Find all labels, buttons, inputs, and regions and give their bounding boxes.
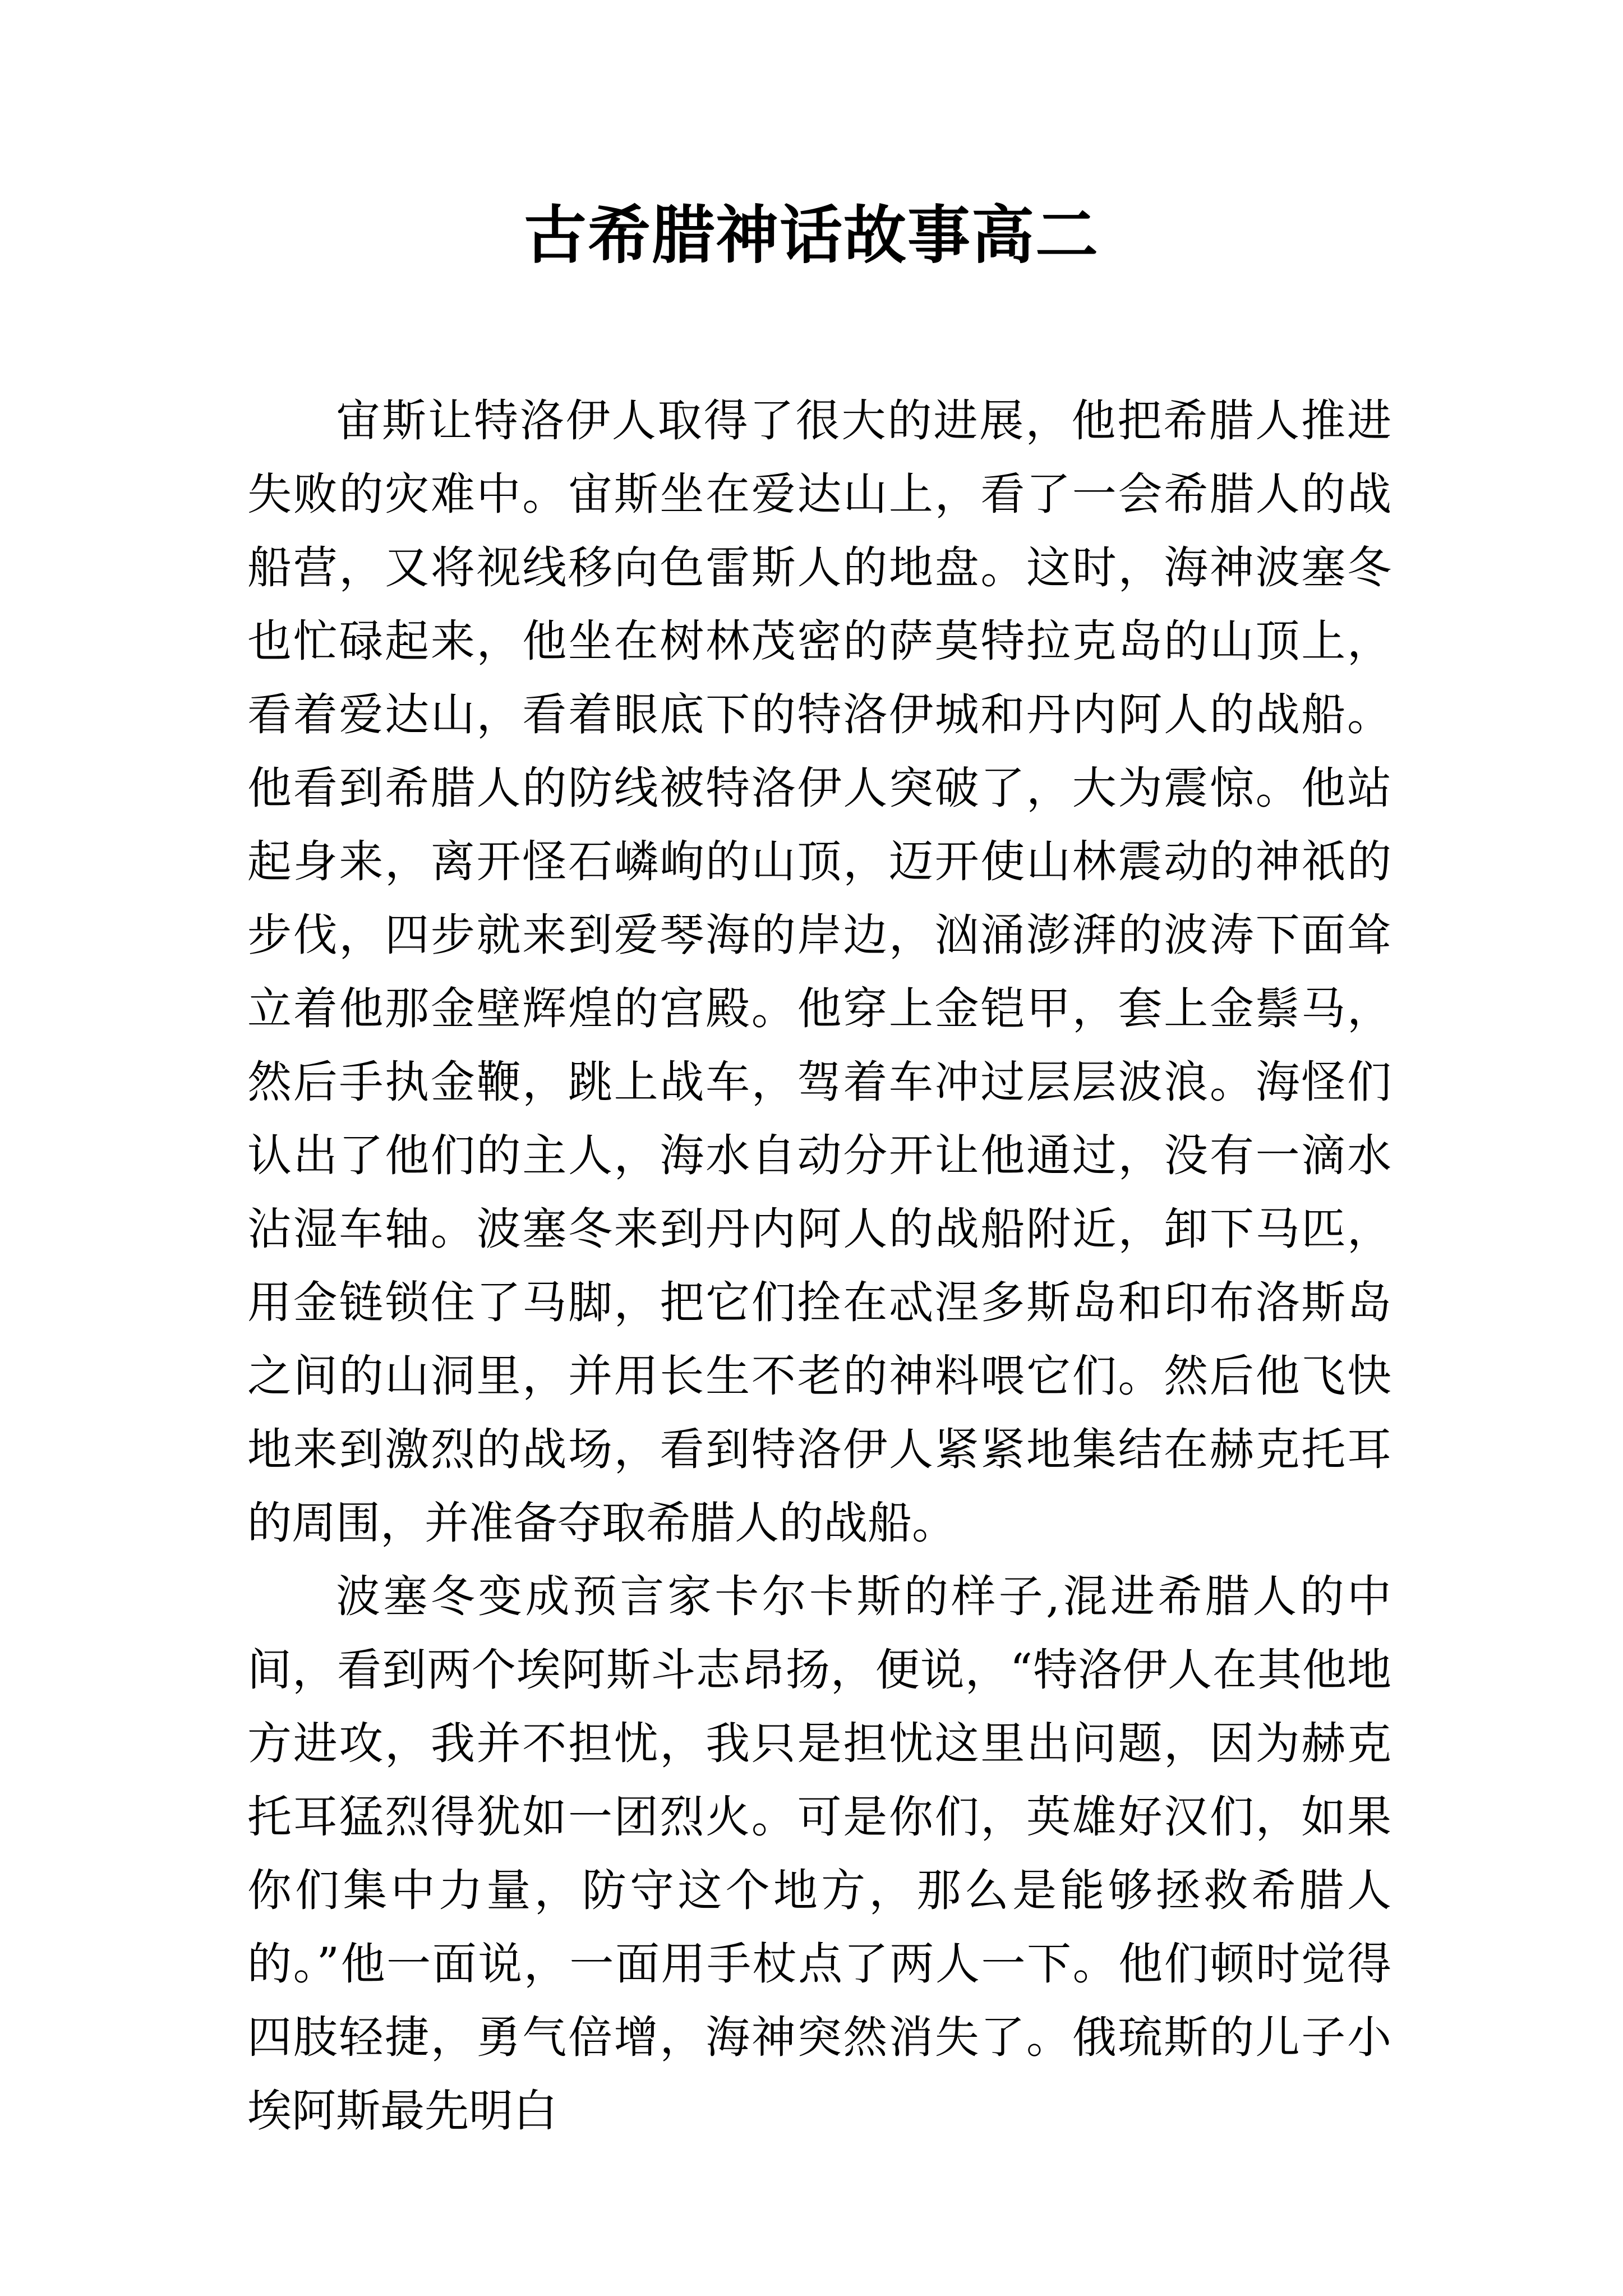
paragraph-1: 宙斯让特洛伊人取得了很大的进展，他把希腊人推进失败的灾难中。宙斯坐在爱达山上，看了一会希腊人的战船营，又将视线移向色雷斯人的地盘。这时，海神波塞冬也忙碌起来，他坐在树林茂密的萨莫特拉克岛的山顶上，看着爱达山，看着眼底下的特洛伊城和丹内阿人的战船。他看到希腊人的防线被特洛伊人突破了，大为震惊。他站起身来，离开怪石嶙峋的山顶，迈开使山林震动的神祇的步伐，四步就来到爱琴海的岸边，汹涌澎湃的波涛下面耸立着他那金壁辉煌的宫殿。他穿上金铠甲，套上金鬃马，然后手执金鞭，跳上战车，驾着车冲过层层波浪。海怪们认出了他们的主人，海水自动分开让他通过，没有一滴水沾湿车轴。波塞冬来到丹内阿人的战船附近，卸下马匹，用金链锁住了马脚，把它们拴在忒涅多斯岛和印布洛斯岛之间的山洞里，并用长生不老的神料喂它们。然后他飞快地来到激烈的战场，看到特洛伊人紧紧地集结在赫克托耳的周围，并准备夺取希腊人的战船。 <box>247 395 1391 1549</box>
paragraph-2: 波塞冬变成预言家卡尔卡斯的样子,混进希腊人的中间，看到两个埃阿斯斗志昂扬，便说，“特洛伊人在其他地方进攻，我并不担忧，我只是担忧这里出问题，因为赫克托耳猛烈得犹如一团烈火。可是你们，英雄好汉们，如果你们集中力量，防守这个地方，那么是能够拯救希腊人的。”他一面说，一面用手杖点了两人一下。他们顿时觉得四肢轻捷，勇气倍增，海神突然消失了。俄琉斯的儿子小埃阿斯最先明白 <box>247 1571 1391 2137</box>
document-title: 古希腊神话故事高二 <box>524 199 1099 272</box>
document-body <box>247 384 1391 2148</box>
